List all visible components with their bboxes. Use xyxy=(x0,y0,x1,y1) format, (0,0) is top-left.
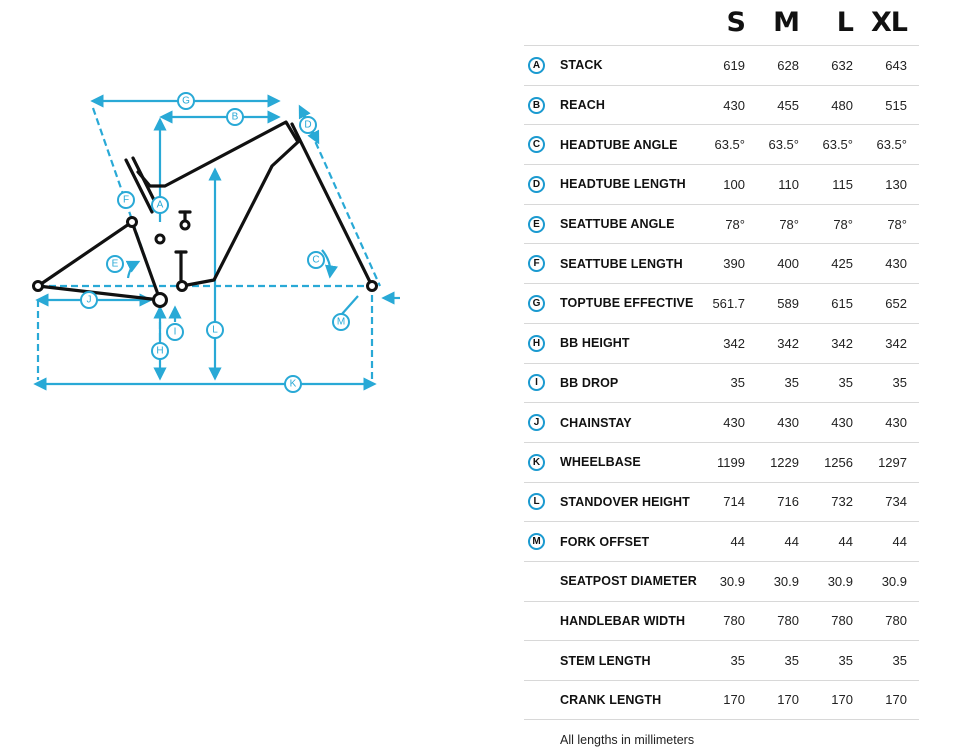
diagram-label-l: L xyxy=(212,324,218,336)
measure-value-l: 44 xyxy=(838,534,853,550)
measure-value-xl: 515 xyxy=(885,97,907,113)
measure-letter-badge: H xyxy=(528,335,545,352)
measure-letter-badge: G xyxy=(528,295,545,312)
measure-value-s: 170 xyxy=(723,692,745,708)
measure-value-l: 480 xyxy=(831,97,853,113)
measure-value-xl: 652 xyxy=(885,295,907,311)
diagram-label-m: M xyxy=(336,316,346,328)
measure-value-l: 615 xyxy=(831,295,853,311)
measure-value-m: 780 xyxy=(777,613,799,629)
measure-value-s: 63.5° xyxy=(714,137,745,153)
measure-value-l: 1256 xyxy=(824,454,853,470)
measure-name: HEADTUBE LENGTH xyxy=(560,177,686,192)
dimension-arrows xyxy=(36,101,400,384)
measure-value-xl: 643 xyxy=(885,57,907,73)
measure-value-m: 628 xyxy=(777,57,799,73)
measure-value-xl: 30.9 xyxy=(881,573,907,589)
measure-value-m: 455 xyxy=(777,97,799,113)
measure-value-m: 110 xyxy=(778,176,799,192)
measure-value-s: 342 xyxy=(723,335,745,351)
measure-value-m: 400 xyxy=(777,256,799,272)
measure-value-m: 35 xyxy=(784,653,799,669)
measure-value-xl: 130 xyxy=(885,176,907,192)
measure-name: SEATPOST DIAMETER xyxy=(560,574,697,589)
measure-value-l: 780 xyxy=(831,613,853,629)
diagram-label-h: H xyxy=(156,345,164,357)
geometry-row xyxy=(524,482,919,522)
size-header-xl: XL xyxy=(870,7,907,38)
measure-value-s: 1199 xyxy=(717,454,745,470)
size-header-m: M xyxy=(773,7,799,38)
diagram-label-e: E xyxy=(111,258,119,270)
measure-letter-badge: I xyxy=(528,374,545,391)
measure-letter-badge: D xyxy=(528,176,545,193)
measure-value-l: 35 xyxy=(838,375,853,391)
measure-letter-badge xyxy=(528,612,545,629)
bike-frame xyxy=(38,119,372,300)
geometry-row xyxy=(524,521,919,561)
measure-letter-badge: E xyxy=(528,216,545,233)
geometry-row xyxy=(524,85,919,125)
measure-value-s: 619 xyxy=(723,57,745,73)
measure-value-xl: 780 xyxy=(885,613,907,629)
measure-value-l: 632 xyxy=(831,57,853,73)
measure-value-s: 35 xyxy=(730,375,745,391)
size-header-s: S xyxy=(726,7,745,38)
measure-letter-badge: M xyxy=(528,533,545,550)
measure-value-xl: 44 xyxy=(892,534,907,550)
measure-letter-badge xyxy=(528,573,545,590)
measure-value-s: 561.7 xyxy=(712,295,745,311)
measure-letter-badge: L xyxy=(528,493,545,510)
diagram-label-k: K xyxy=(289,378,297,390)
measure-value-l: 425 xyxy=(831,256,853,272)
measure-letter-badge xyxy=(528,691,545,708)
geometry-row xyxy=(524,204,919,244)
measure-value-xl: 734 xyxy=(885,494,907,510)
measure-name: FORK OFFSET xyxy=(560,534,650,549)
measure-value-m: 35 xyxy=(784,375,799,391)
measure-letter-badge: B xyxy=(528,97,545,114)
geometry-row xyxy=(524,243,919,283)
measure-value-l: 35 xyxy=(838,653,853,669)
measure-name: BB HEIGHT xyxy=(560,336,630,351)
measure-letter-badge: A xyxy=(528,57,545,74)
geometry-row xyxy=(524,601,919,641)
measure-value-xl: 35 xyxy=(892,653,907,669)
size-header-l: L xyxy=(836,7,853,38)
measure-name: CRANK LENGTH xyxy=(560,692,662,707)
diagram-label-j: J xyxy=(86,294,92,306)
measure-value-s: 430 xyxy=(723,97,745,113)
measure-value-l: 63.5° xyxy=(822,137,853,153)
measure-letter-badge: F xyxy=(528,255,545,272)
diagram-label-a: A xyxy=(156,199,164,211)
measure-value-s: 714 xyxy=(723,494,745,510)
measure-value-m: 63.5° xyxy=(768,137,799,153)
measure-value-xl: 35 xyxy=(892,375,907,391)
geometry-row xyxy=(524,640,919,680)
diagram-label-c: C xyxy=(312,254,320,266)
measure-value-m: 30.9 xyxy=(773,573,799,589)
measure-value-l: 170 xyxy=(831,692,853,708)
measure-value-xl: 342 xyxy=(885,335,907,351)
measure-value-l: 342 xyxy=(831,335,853,351)
measure-value-xl: 1297 xyxy=(878,454,907,470)
geometry-row xyxy=(524,402,919,442)
footnote: All lengths in millimeters xyxy=(560,733,695,747)
measure-value-m: 44 xyxy=(784,534,799,550)
measure-value-s: 30.9 xyxy=(719,573,745,589)
measure-value-s: 78° xyxy=(725,216,745,232)
measure-name: REACH xyxy=(560,98,605,113)
reference-lines xyxy=(38,108,380,380)
measure-value-s: 780 xyxy=(723,613,745,629)
measure-letter-badge xyxy=(528,652,545,669)
size-header-row xyxy=(524,0,919,45)
measure-name: HANDLEBAR WIDTH xyxy=(560,613,686,628)
measure-name: STANDOVER HEIGHT xyxy=(560,494,690,509)
measure-value-m: 78° xyxy=(779,216,799,232)
geometry-row xyxy=(524,680,919,720)
measure-value-l: 115 xyxy=(832,176,853,192)
measure-name: STACK xyxy=(560,58,603,73)
frame-geometry-diagram xyxy=(0,0,520,420)
measure-value-xl: 170 xyxy=(885,692,907,708)
measure-letter-badge: K xyxy=(528,454,545,471)
measure-name: SEATTUBE ANGLE xyxy=(560,217,675,232)
measure-value-l: 78° xyxy=(833,216,853,232)
measure-name: CHAINSTAY xyxy=(560,415,632,430)
measure-value-m: 430 xyxy=(777,415,799,431)
diagram-label-f: F xyxy=(122,194,130,206)
measure-value-m: 342 xyxy=(777,335,799,351)
measure-value-xl: 430 xyxy=(885,415,907,431)
measure-value-s: 35 xyxy=(730,653,745,669)
measure-value-s: 100 xyxy=(723,176,745,192)
measure-name: WHEELBASE xyxy=(560,455,641,470)
diagram-label-b: B xyxy=(231,111,239,123)
measure-value-s: 430 xyxy=(723,415,745,431)
geometry-row xyxy=(524,442,919,482)
geometry-row xyxy=(524,45,919,85)
measure-value-s: 390 xyxy=(723,256,745,272)
measure-name: HEADTUBE ANGLE xyxy=(560,137,678,152)
measure-name: TOPTUBE EFFECTIVE xyxy=(560,296,694,311)
measure-value-xl: 78° xyxy=(887,216,907,232)
measure-value-m: 170 xyxy=(777,692,799,708)
measure-value-l: 732 xyxy=(831,494,853,510)
measure-value-xl: 63.5° xyxy=(876,137,907,153)
geometry-row xyxy=(524,323,919,363)
geometry-rows xyxy=(524,45,919,720)
measure-value-l: 430 xyxy=(831,415,853,431)
measure-name: STEM LENGTH xyxy=(560,653,651,668)
geometry-row xyxy=(524,124,919,164)
geometry-row xyxy=(524,363,919,403)
diagram-label-i: I xyxy=(173,326,177,338)
measure-value-m: 1229 xyxy=(770,454,799,470)
measure-value-m: 716 xyxy=(777,494,799,510)
geometry-row xyxy=(524,164,919,204)
measure-value-l: 30.9 xyxy=(827,573,853,589)
measure-name: BB DROP xyxy=(560,375,619,390)
measure-letter-badge: C xyxy=(528,136,545,153)
measure-value-xl: 430 xyxy=(885,256,907,272)
geometry-row xyxy=(524,283,919,323)
diagram-label-g: G xyxy=(182,95,190,107)
measure-value-s: 44 xyxy=(730,534,745,550)
geometry-row xyxy=(524,561,919,601)
measure-value-m: 589 xyxy=(777,295,799,311)
measure-letter-badge: J xyxy=(528,414,545,431)
geometry-table xyxy=(524,0,919,720)
measure-name: SEATTUBE LENGTH xyxy=(560,256,683,271)
diagram-label-d: D xyxy=(304,119,312,131)
